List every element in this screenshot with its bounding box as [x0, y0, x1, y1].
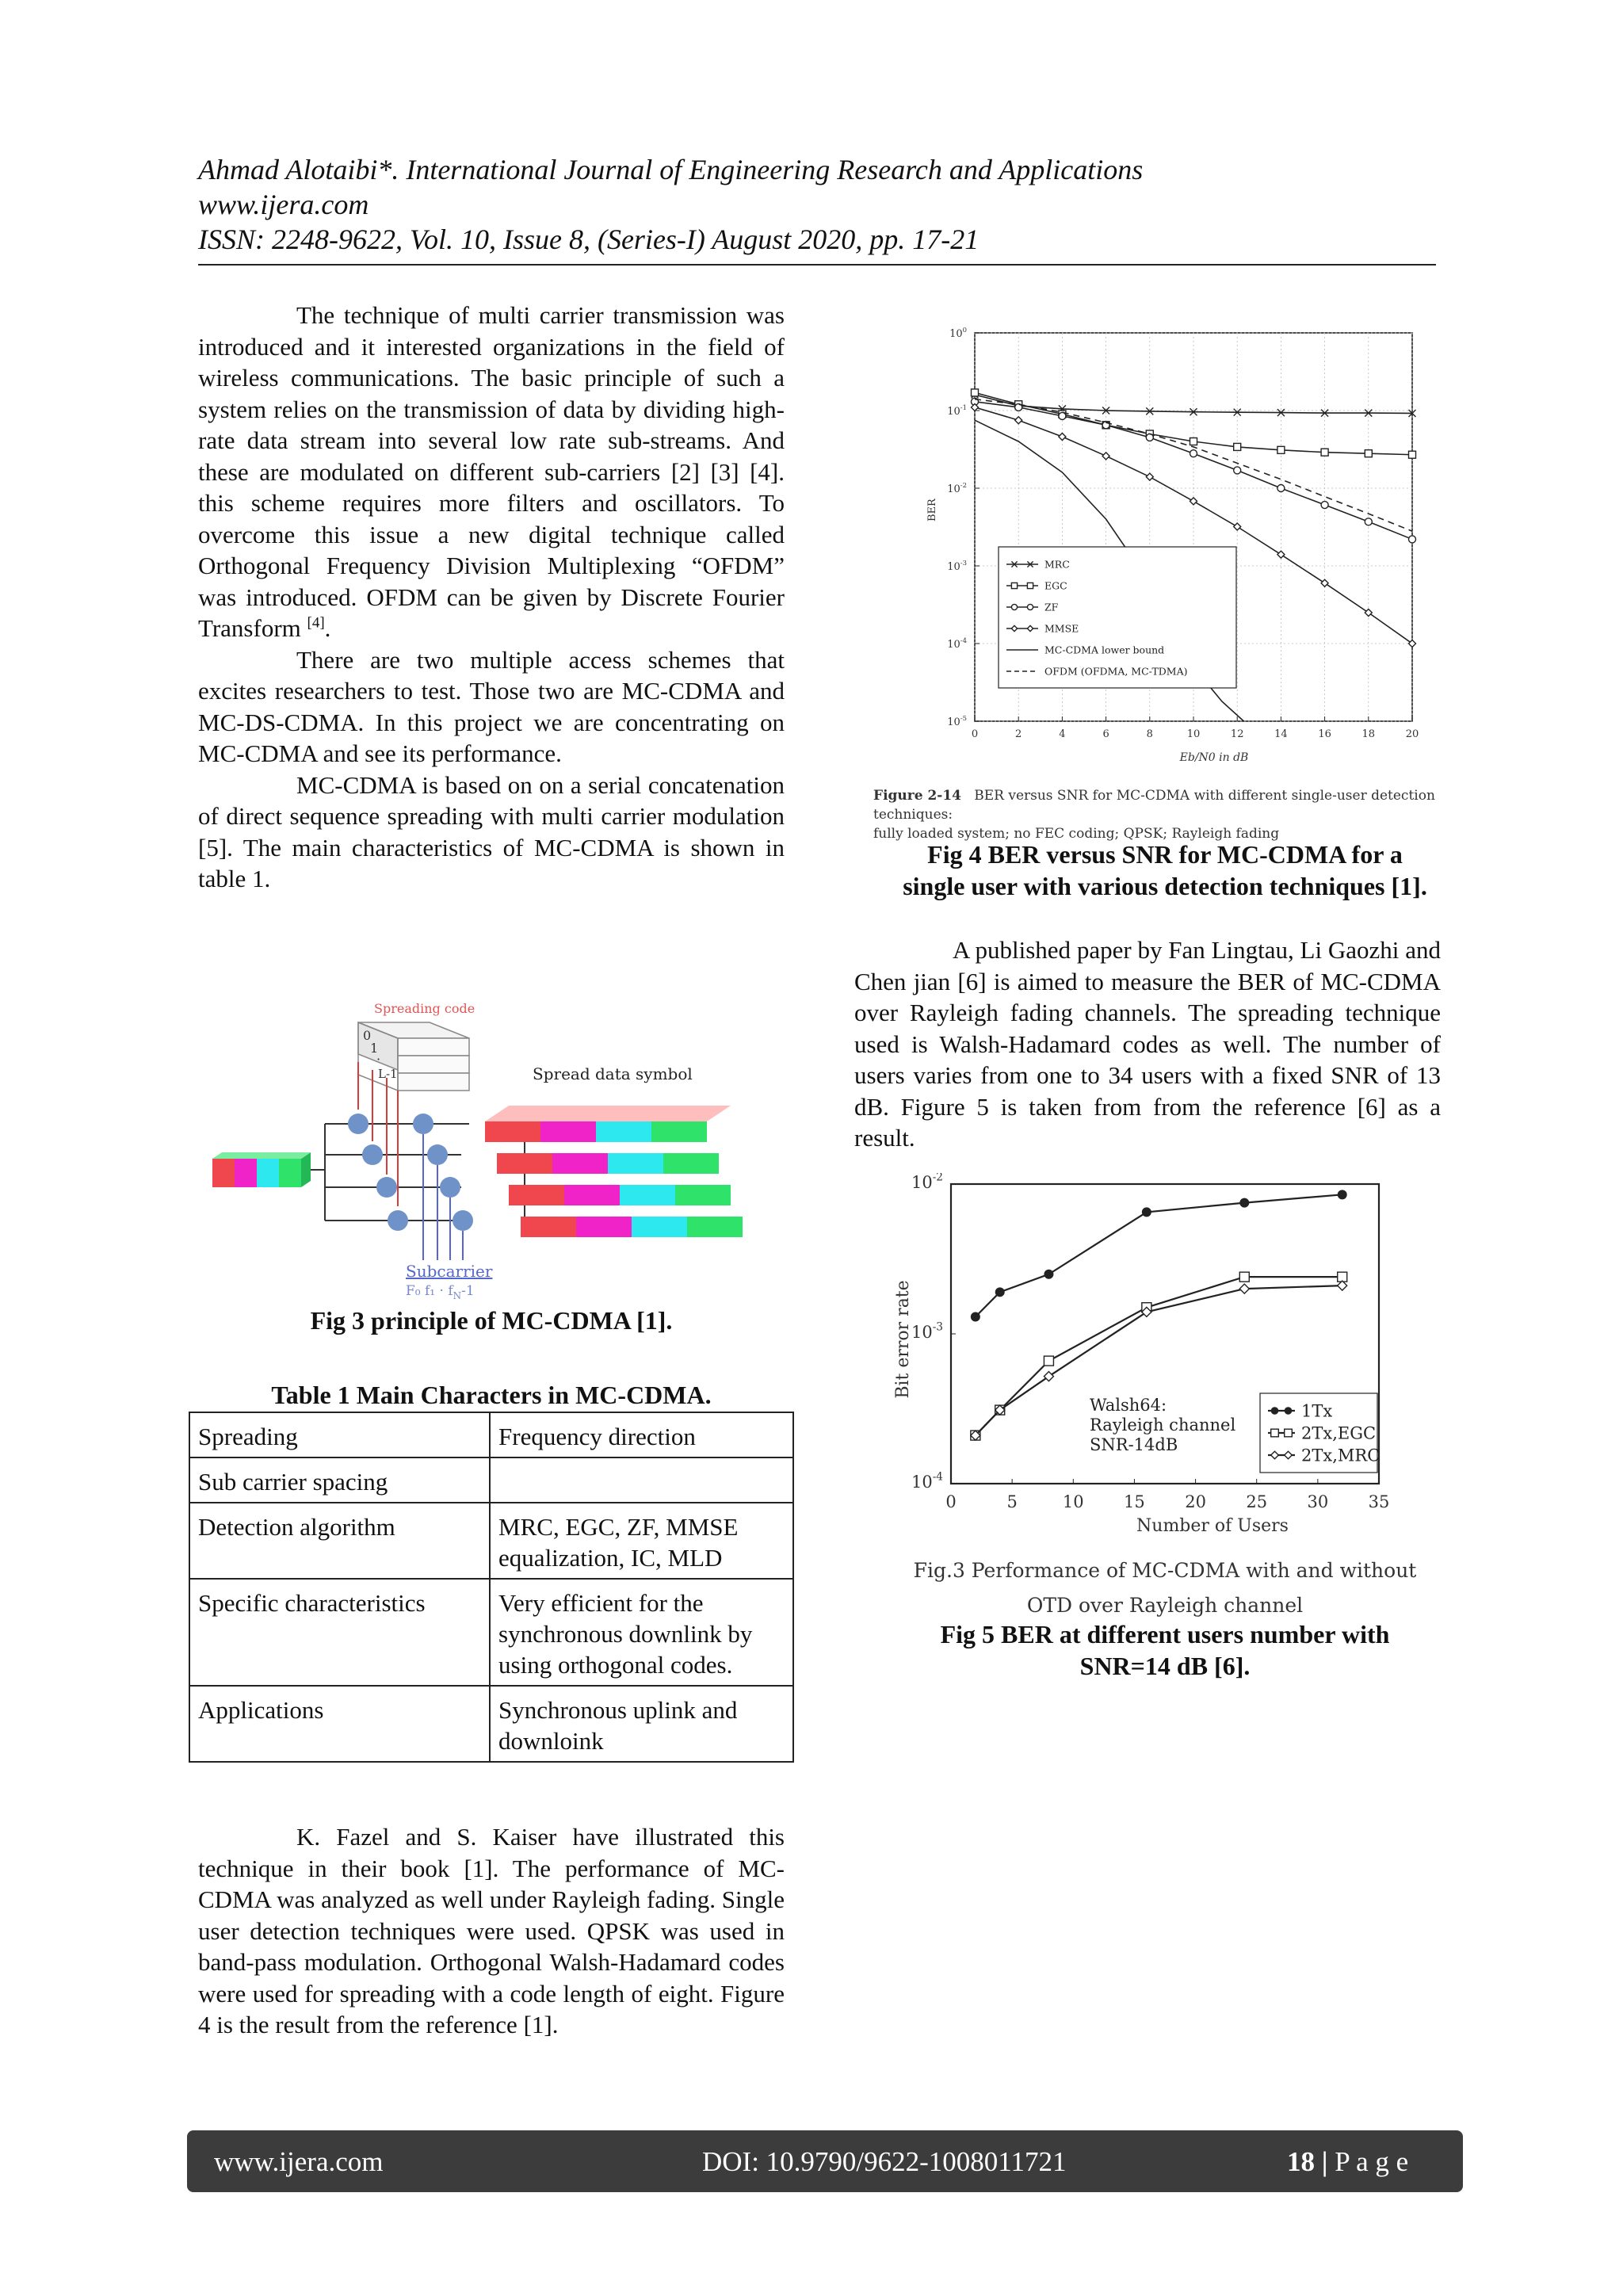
- c5-ytick-label: $10^{-3}$: [911, 1320, 943, 1342]
- table-cell: Detection algorithm: [189, 1503, 490, 1579]
- legend-marker: [1285, 1407, 1293, 1415]
- footer-doi: DOI: 10.9790/9622-1008011721: [702, 2146, 1067, 2177]
- spread-data-blocks: [485, 1106, 743, 1237]
- data-point: [1409, 451, 1416, 458]
- c5-xtick-label: 0: [945, 1492, 957, 1511]
- c5-ytick-label: $10^{-2}$: [911, 1173, 943, 1192]
- table-cell: Frequency direction: [490, 1412, 793, 1457]
- fig4-inner-line2: fully loaded system; no FEC coding; QPSK; Rayleigh fading: [873, 826, 1280, 842]
- legend-entry: MMSE: [1044, 622, 1079, 635]
- data-point: [1190, 437, 1197, 445]
- paragraph-schemes: There are two multiple access schemes that excites researchers to test. Those two are MC-CDMA and MC-DS-CDMA. In this project we are concentrating on MC-CDMA and see its performance.: [198, 645, 785, 767]
- table-cell: Very efficient for the synchronous downlink by using orthogonal codes.: [490, 1579, 793, 1686]
- header-website: www.ijera.com: [198, 189, 369, 220]
- paragraph-intro-end: .: [324, 614, 331, 642]
- c4-xtick-label: 0: [971, 728, 979, 740]
- data-point: [1277, 551, 1285, 558]
- fig5-xlabel: Number of Users: [1136, 1516, 1289, 1536]
- table-row: [189, 1412, 793, 1457]
- data-point: [1277, 446, 1285, 453]
- c5-ytick-label: $10^{-4}$: [911, 1470, 943, 1492]
- c4-xtick-label: 8: [1146, 728, 1153, 740]
- subcarrier-label: Subcarrier: [406, 1262, 493, 1281]
- table-cell: Synchronous uplink and downloink: [490, 1686, 793, 1762]
- left-column-bottom: [198, 1821, 785, 2041]
- paragraph-intro-text: The technique of multi carrier transmission was introduced and it interested organizations in the field of wireless communications. The basic principle of such a system relies on the transmission of data by dividing high-rate data stream into several low rate sub-streams. And these are modulated on different sub-carriers [2] [3] [4]. this scheme requires more filters and oscillators. To overcome this issue a new digital technique called Orthogonal Frequency Division Multiplexing “OFDM” was introduced. OFDM can be given by Discrete Fourier Transform: [198, 301, 785, 642]
- right-column-text: [854, 934, 1441, 1154]
- fig5-annot-3: SNR-14dB: [1090, 1435, 1178, 1454]
- fig4-caption: [856, 839, 1474, 902]
- fig5-ylabel: Bit error rate: [893, 1280, 913, 1399]
- data-point: [1338, 1190, 1347, 1199]
- c4-xtick-label: 2: [1015, 728, 1022, 740]
- code-label-1: 1: [370, 1041, 379, 1056]
- c4-ytick-label: $10^{-2}$: [947, 481, 967, 495]
- c5-xtick-label: 30: [1307, 1492, 1329, 1511]
- table1-title: Table 1 Main Characters in MC-CDMA.: [271, 1381, 712, 1409]
- fig4-ber-chart: [919, 317, 1442, 777]
- characteristics-table: [189, 1412, 794, 1763]
- c5-xtick-label: 10: [1062, 1492, 1084, 1511]
- fig4-inner-caption: [873, 786, 1476, 843]
- legend-marker: [1285, 1429, 1293, 1437]
- data-point: [1234, 467, 1241, 474]
- data-point: [1059, 412, 1066, 419]
- paragraph-mccdma: MC-CDMA is based on on a serial concatenation of direct sequence spreading with multi carrier modulation [5]. The main characteristics of MC-CDMA is shown in table 1.: [198, 770, 785, 892]
- fig4-inner-label: Figure 2-14: [873, 788, 962, 804]
- legend-marker: [1027, 604, 1033, 609]
- c4-ytick-label: $10^{-4}$: [947, 636, 967, 651]
- data-point: [1365, 450, 1372, 457]
- footer-page-number: 18: [1287, 2146, 1315, 2177]
- table-cell: Sub carrier spacing: [189, 1457, 490, 1503]
- data-point: [1102, 453, 1109, 460]
- ref-superscript: [4]: [307, 614, 325, 632]
- table-cell: Spreading: [189, 1412, 490, 1457]
- input-data-symbols: [212, 1152, 311, 1187]
- legend-entry: MRC: [1044, 558, 1070, 571]
- table-row: [189, 1503, 793, 1579]
- data-point: [972, 389, 979, 396]
- subcarrier-freqs: F₀ $f_1 \cdot f_N-1$: [406, 1283, 475, 1301]
- fig5-inner-caption: [888, 1553, 1442, 1623]
- fig5-ber-users-chart: [888, 1173, 1442, 1545]
- header-rule: [198, 264, 1436, 266]
- legend-marker: [1011, 604, 1017, 609]
- data-point: [1059, 434, 1066, 441]
- legend-entry: MC-CDMA lower bound: [1044, 644, 1165, 656]
- fig4-xlabel: Eb/N0 in dB: [1179, 751, 1249, 764]
- table-cell: Applications: [189, 1686, 490, 1762]
- data-point: [1321, 502, 1328, 509]
- paragraph-fan: A published paper by Fan Lingtau, Li Gaozhi and Chen jian [6] is aimed to measure the BER of MC-CDMA over Rayleigh fading channels. The spreading technique used is Walsh-Hadamard codes as well. The number of users varies from one to 34 users with a fixed SNR of 13 dB. Figure 5 is taken from from the reference [6] as a result.: [854, 936, 1441, 1152]
- fig5-inner-line1: Fig.3 Performance of MC-CDMA with and without: [913, 1559, 1417, 1582]
- legend-entry: 2Tx,MRC: [1301, 1446, 1381, 1465]
- footer-bar: [187, 2130, 1463, 2192]
- series-line-zf: [975, 402, 1412, 540]
- c4-xtick-label: 18: [1361, 728, 1376, 740]
- data-point: [1234, 523, 1241, 530]
- table-cell: Specific characteristics: [189, 1579, 490, 1686]
- fig5-annot-1: Walsh64:: [1090, 1396, 1167, 1415]
- c4-xtick-label: 14: [1274, 728, 1288, 740]
- data-point: [995, 1287, 1005, 1297]
- legend-marker: [1271, 1407, 1279, 1415]
- c5-xtick-label: 20: [1185, 1492, 1206, 1511]
- fig4-ylabel: BER: [926, 499, 938, 521]
- data-point: [1365, 518, 1372, 525]
- c4-xtick-label: 20: [1405, 728, 1419, 740]
- data-point: [971, 1312, 980, 1321]
- table-row: [189, 1457, 793, 1503]
- spreading-code-stack: [358, 1022, 469, 1091]
- c5-xtick-label: 15: [1124, 1492, 1145, 1511]
- data-point: [1277, 485, 1285, 492]
- data-point: [1190, 498, 1197, 505]
- data-point: [1239, 1272, 1249, 1282]
- table-row: [189, 1579, 793, 1686]
- c4-ytick-label: $10^{-3}$: [947, 559, 967, 573]
- legend-entry: 2Tx,EGC: [1301, 1423, 1377, 1443]
- code-label-dot: ·: [376, 1052, 381, 1067]
- c5-xtick-label: 35: [1368, 1492, 1390, 1511]
- c5-xtick-label: 25: [1246, 1492, 1268, 1511]
- footer-page: [1287, 2146, 1408, 2178]
- data-point: [1044, 1356, 1053, 1366]
- fig5-caption-line1: Fig 5 BER at different users number with: [940, 1620, 1390, 1648]
- legend-entry: ZF: [1044, 601, 1059, 613]
- c4-xtick-label: 16: [1318, 728, 1331, 740]
- c4-xtick-label: 6: [1102, 728, 1109, 740]
- c4-ytick-label: $10^0$: [949, 326, 967, 340]
- data-point: [1146, 473, 1153, 480]
- c5-xtick-label: 5: [1006, 1492, 1018, 1511]
- c4-ytick-label: $10^{-1}$: [947, 403, 967, 418]
- data-point: [1044, 1270, 1053, 1279]
- table-row: [189, 1686, 793, 1762]
- spreading-code-label: Spreading code: [374, 1001, 475, 1016]
- legend-entry: OFDM (OFDMA, MC-TDMA): [1044, 665, 1188, 678]
- data-point: [1321, 449, 1328, 456]
- fig5-inner-line2: OTD over Rayleigh channel: [1026, 1594, 1304, 1617]
- fig5-caption-line2: SNR=14 dB [6].: [1079, 1652, 1251, 1680]
- paragraph-intro: [198, 300, 785, 644]
- legend-marker: [1011, 583, 1017, 588]
- fig4-caption-line2: single user with various detection techniques [1].: [903, 872, 1427, 900]
- legend-marker: [1271, 1429, 1279, 1437]
- data-point: [1190, 450, 1197, 457]
- data-point: [1321, 579, 1328, 586]
- fig5-annot-2: Rayleigh channel: [1090, 1415, 1236, 1435]
- data-point: [1239, 1198, 1249, 1208]
- code-label-0: 0: [363, 1028, 372, 1043]
- legend-marker: [1027, 583, 1033, 588]
- data-point: [1409, 536, 1416, 543]
- footer-page-word: P a g e: [1335, 2146, 1409, 2177]
- c4-xtick-label: 4: [1059, 728, 1066, 740]
- fig3-caption: Fig 3 principle of MC-CDMA [1].: [310, 1306, 673, 1335]
- footer-page-sep: |: [1315, 2146, 1335, 2177]
- fig4-caption-line1: Fig 4 BER versus SNR for MC-CDMA for a: [927, 840, 1403, 869]
- series-line-1tx: [976, 1194, 1342, 1316]
- fig5-caption: [856, 1618, 1474, 1682]
- fig3-diagram: [208, 991, 786, 1308]
- spread-data-label: Spread data symbol: [533, 1064, 693, 1083]
- footer-site: www.ijera.com: [214, 2146, 384, 2177]
- c4-ytick-label: $10^{-5}$: [947, 714, 967, 728]
- left-column-top: [198, 300, 785, 895]
- multipliers: [348, 1114, 473, 1231]
- c4-xtick-label: 10: [1186, 728, 1201, 740]
- data-point: [1338, 1281, 1347, 1290]
- fig4-inner-line1: BER versus SNR for MC-CDMA with different single-user detection techniques:: [873, 788, 1435, 823]
- header-journal: Ahmad Alotaibi*. International Journal of Engineering Research and Applications: [198, 154, 1144, 185]
- data-point: [1239, 1284, 1249, 1293]
- data-point: [1015, 417, 1022, 424]
- table-cell: [490, 1457, 793, 1503]
- data-point: [1142, 1207, 1151, 1217]
- legend-entry: EGC: [1044, 579, 1067, 592]
- data-point: [1234, 443, 1241, 450]
- header-issn: ISSN: 2248-9622, Vol. 10, Issue 8, (Series-I) August 2020, pp. 17-21: [198, 223, 980, 255]
- running-header: [198, 152, 1434, 257]
- c4-xtick-label: 12: [1230, 728, 1244, 740]
- paragraph-fazel: K. Fazel and S. Kaiser have illustrated this technique in their book [1]. The performance of MC-CDMA was analyzed as well under Rayleigh fading. Single user detection techniques were used. QPSK was used in band-pass modulation. Orthogonal Walsh-Hadamard codes were used for spreading with a code length of eight. Figure 4 is the result from the reference [1].: [198, 1823, 785, 2038]
- code-label-l1: L-1: [378, 1067, 398, 1081]
- legend-entry: 1Tx: [1301, 1401, 1333, 1421]
- table-cell: MRC, EGC, ZF, MMSE equalization, IC, MLD: [490, 1503, 793, 1579]
